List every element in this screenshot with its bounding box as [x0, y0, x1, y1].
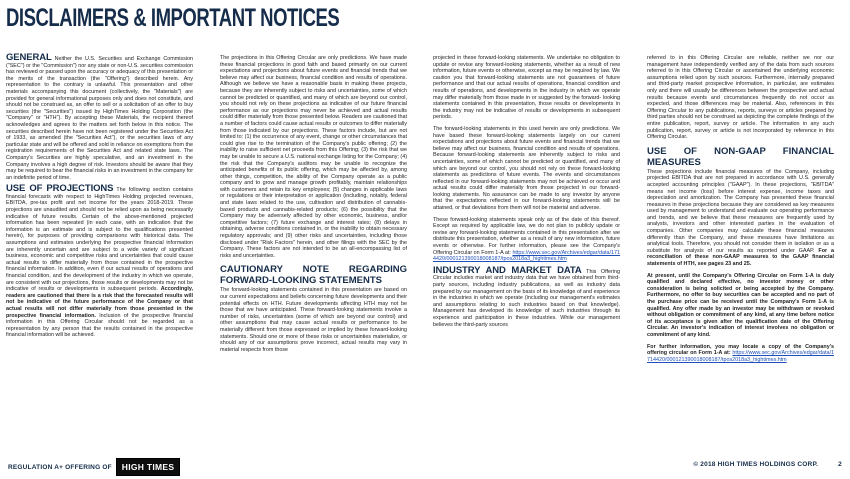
further-info-paragraph — [647, 344, 834, 364]
non-gaap-paragraph — [647, 169, 834, 268]
third-party-text: referred to in this Offering Circular are reliable, neither we nor our management have independently verified any of the data from such sources referred to in this Offering Circular or ascertained the underlying economic assumptions relied upon by such sources. Furthermore, internally prepared and third-party market prospective information, in particular, are estimates only and there will usually be differences between the prospective and actual results because events and circumstances frequently do not occur as expected, and those differences may be material. Also, references in this Offering Circular to any publications, reports, surveys or articles prepared by third parties should not be construed as depicting the complete findings of the entire publication, report, survey or article. The information in any such publication, report, survey or article is not incorporated by reference in this Offering Circular. — [647, 55, 834, 141]
column-1 — [6, 52, 194, 344]
projections-text: The following section contains financial forecasts with respect to HighTimes Holding projected revenues, EBITDA, pre-tax profit and net income for the years 2018-2019. These projections are unaudited and should not be relied upon as being necessarily indicative of future results. Certain of the above-mentioned projected information has been repeated (in each case, with an indication that the information is an estimate and is subject to the qualifications presented herein), for purposes of providing comparisons with historical data. The assumptions and estimates underlying the prospective financial information are inherently uncertain and are subject to a wide variety of significant business, economic and competitive risks and uncertainties that could cause actual results to differ materially from those contained in the prospective financial information. In addition, even if our actual results of operations and financial condition, and the development of the industry in which we operate, are consistent with our projections, those results or developments may not be indicative of results or developments in subsequent periods. — [6, 187, 193, 293]
footer-right — [693, 461, 842, 468]
further-info-bold: For further information, you may locate a copy of the Company's offering circular on Form 1-A at: — [647, 343, 834, 357]
present-notice-text: At present, until the Company's Offering Circular on Form 1-A is duly qualified and declared effective, no investor money or other consideration is being solicited or being accepted by the Company. Furthermore, no offer to buy securities can be accepted and no part of the purchase price can be received until the Company's Form 1-A is qualified. Any offer made by an investor may be withdrawn or revoked without obligation or commitment of any kind, at any time before notice of its acceptance is given after the qualification date of the Offering Circular. An investor's indication of interest involves no obligation or commitment of any kind. — [647, 272, 834, 338]
industry-paragraph — [433, 264, 621, 328]
cautionary-text: The forward-looking statements contained in this presentation are based on our current expectations and beliefs concerning future developments and their potential effects on HTH. Future developments affecting HTH may not be those that we have anticipated. These forward-looking statements involve a number of risks, uncertainties (some of which are beyond our control) and other assumptions that may cause actual results or performance to be materially different from those expressed or implied by these forward-looking statements. Should one or more of these risks or uncertainties materialize, or should any of our assumptions prove incorrect, actual results may vary in material respects from those — [220, 287, 407, 353]
projections-bold-text: Accordingly, readers are cautioned that there is a risk that the forecasted results will not be indicative of the future performance of the Company or that actual results will not differ materially from those presented in the prospective financial information. — [6, 286, 194, 319]
high-times-logo: HIGH TIMES — [116, 458, 181, 476]
column-3 — [433, 55, 620, 333]
projections-predictions-text: The projections in this Offering Circular are only predictions. We have made these financial projections in good faith and based primarily on our current expectations and projections about future events and financial trends that we believe may affect our business, financial condition and results of operations. Although we believe we have a reasonable basis in making these projects, because they are inherently subject to risks and uncertainties, some of which cannot be predicted or quantified, and many of which are beyond our control, you should not rely on these projections as indicative of our future financial performance as our projections may never be achieved and actual results could differ materially from those presented below. Readers are cautioned that a number of factors could cause actual results or outcomes to differ materially from those indicated by our projections. These factors include, but are not limited to: (1) the occurrence of any event, change or other circumstances that could give rise to the termination of the Company's public offering; (2) the inability to raise sufficient net proceeds from this Offering; (3) the risk that we may be unable to secure a U.S. national exchange listing for the Company; (4) the risk that the Company's auditors may be unable to recognize the anticipated benefits of its public offering, which may be affected by, among other things, competition, the ability of the Company operate as a public company and to grow and manage growth profitably, maintain relationships with customers and retain its key employees; (5) changes in applicable laws or regulations or their interpretation or application (including, notably, federal and state laws related to the use, cultivation and distribution of cannabis-based products and cannabis-related products; (6) the possibility that the Company may be adversely affected by other economic, business, and/or competitive factors; (7) future exchange and interest rates; (8) delays in obtaining, adverse conditions contained in, or the inability to obtain necessary regulatory approvals; and (9) other risks and uncertainties, including those disclosed under "Risk Factors" herein, and other filings with the SEC by the Company. These factors are not intended to be an all-encompassing list of risks and uncertainties. — [220, 55, 407, 259]
general-paragraph — [6, 52, 194, 181]
general-text: Neither the U.S. Securities and Exchange Commission ("SEC") or the "Commission") nor any state or non-U.S. securities commission has reviewed or passed upon the accuracy or adequacy of this presentation or the merits of the transaction (the "Offering") described herein. Any representation to the contrary is unlawful. This presentation and other materials accompanying this document (collectively, the "Materials") are provided for general informational purposes only and does not constitute, and should not be construed as, an offer to sell or a solicitation of an offer to buy securities (the "Securities") issued by HighTimes Holding Corporation (the "Company" or "HTH"). By accepting these Materials, the recipient thereof acknowledges and agrees to the matters set forth below in this notice. The securities described herein have not been registered under the Securities Act of 1933, as amended (the "Securities Act"), or the securities laws of any particular state and will be offered and sold in reliance on exemptions from the registration requirements of the Securities Act and related state laws. The Company's Securities are highly speculative, and an investment in the Company involves a high degree of risk. Investors should be aware that they may be required to bear the financial risks in an investment in the company for an indefinite period of time. — [6, 56, 194, 181]
forward-looking-text-2: The forward-looking statements in this used herein are only predictions. We have based these forward-looking statements largely on our current expectations and projections about future events and financial trends that we believe may affect our business, financial condition and results of operations. Because forward-looking statements are inherently subject to risks and uncertainties, some of which cannot be predicted or quantified, and many of which are beyond our control, you should not rely on these forward-looking statements as predictions of future events. The events and circumstances reflected in our forward-looking statements may not be achieved or occur and actual results could differ materially from those projected in our forward-looking statements. No assurance can be made to any investor by anyone that the expectations reflected in our forward-looking statements will be attained, or that deviations from them will not be material and adverse. — [433, 125, 620, 212]
further-info-text: These forward-looking statements speak only as of the date of this thereof. Except as required by applicable law, we do not plan to publicly update or revise any forward-looking statements contained in this presentation after we distribute this presentation, whether as a result of any new information, future events or otherwise. For further information, please see the Company's Offering Circular on Form 1-A at: — [433, 216, 620, 256]
page-number: 2 — [838, 461, 842, 468]
footer-left — [8, 458, 180, 476]
form-1a-link[interactable]: https://www.sec.gov/Archives/edgar/data/1714420/000121390018008187/tpos2018a3_hightimes.htm — [647, 350, 834, 363]
forward-looking-text-3 — [433, 217, 620, 263]
footer — [0, 453, 850, 479]
page-title: DISCLAIMERS & IMPORTANT NOTICES — [6, 4, 340, 32]
column-2 — [220, 55, 407, 358]
industry-heading: INDUSTRY AND MARKET DATA — [433, 264, 582, 276]
cautionary-heading: CAUTIONARY NOTE REGARDING FORWARD-LOOKING STATEMENTS — [220, 264, 407, 287]
regulation-offering-label: REGULATION A+ OFFERING OF — [8, 463, 112, 471]
non-gaap-text: These projections include financial measures of the Company, including projected EBITDA that are not prepared in accordance with U.S. generally accepted accounting principles ("GAAP"). In these projections, "EBITDA" means net income (loss) before interest expense, income taxes and depreciation and amortization. The Company has presented these financial measures in these projections because they are considered as key measures used by management to understand and evaluate our operating performance and trends, and we believe that these measures are frequently used by analysts, investors and other interested parties in the evaluation of companies. Other companies may calculate these financial measures differently than the Company, and these measures have limitations as analytical tools. Therefore, you should not consider them in isolation or as a substitute for analysis of our results as reported under GAAP. — [647, 168, 834, 254]
projections-paragraph — [6, 183, 194, 339]
non-gaap-heading: USE OF NON-GAAP FINANCIAL MEASURES — [647, 145, 834, 168]
projections-heading: USE OF PROJECTIONS — [6, 183, 114, 195]
copyright-text: © 2018 HIGH TIMES HOLDINGS CORP. — [693, 461, 819, 468]
projections-tail-text: Inclusion of the prospective financial information in this Offering Circular should not be regarded as a representation by any person that the results contained in the prospective financial information will be achieved. — [6, 312, 193, 339]
non-gaap-bold-text: For a reconciliation of these non-GAAP measures to the GAAP financial statements of HTH, see pages 23 and 25. — [647, 247, 834, 268]
forward-looking-text-1: projected in these forward-looking statements. We undertake no obligation to update or revise any forward-looking statements, whether as a result of new information, future events or otherwise, except as may be required by law. We caution you that forward-looking statements are not guarantees of future performance and that our actual results of operations, financial condition and results of operations, and developments in the industry in which we operate may differ materially from those made in or suggested by the forward- looking statements contained in this presentation, those results or developments in the industry may not be indicative of results or developments in subsequent periods. — [433, 55, 620, 121]
offering-circular-link[interactable]: https://www.sec.gov/Archives/edgar/data/1714420/000121390018008187/tpos2018a3_hightimes.htm — [433, 249, 621, 263]
industry-text: This Offering Circular includes market and industry data that we have obtained from third-party sources, including industry publications, as well as industry data prepared by our management on the basis of its knowledge of and experience in the industries in which we operate (including our management's estimates and assumptions relating to such industries based on that knowledge). Management has developed its knowledge of such industries through its experience and participation in these industries. While our management believes the third-party sources — [433, 268, 621, 328]
column-4 — [647, 55, 834, 368]
general-heading: GENERAL — [6, 52, 52, 63]
